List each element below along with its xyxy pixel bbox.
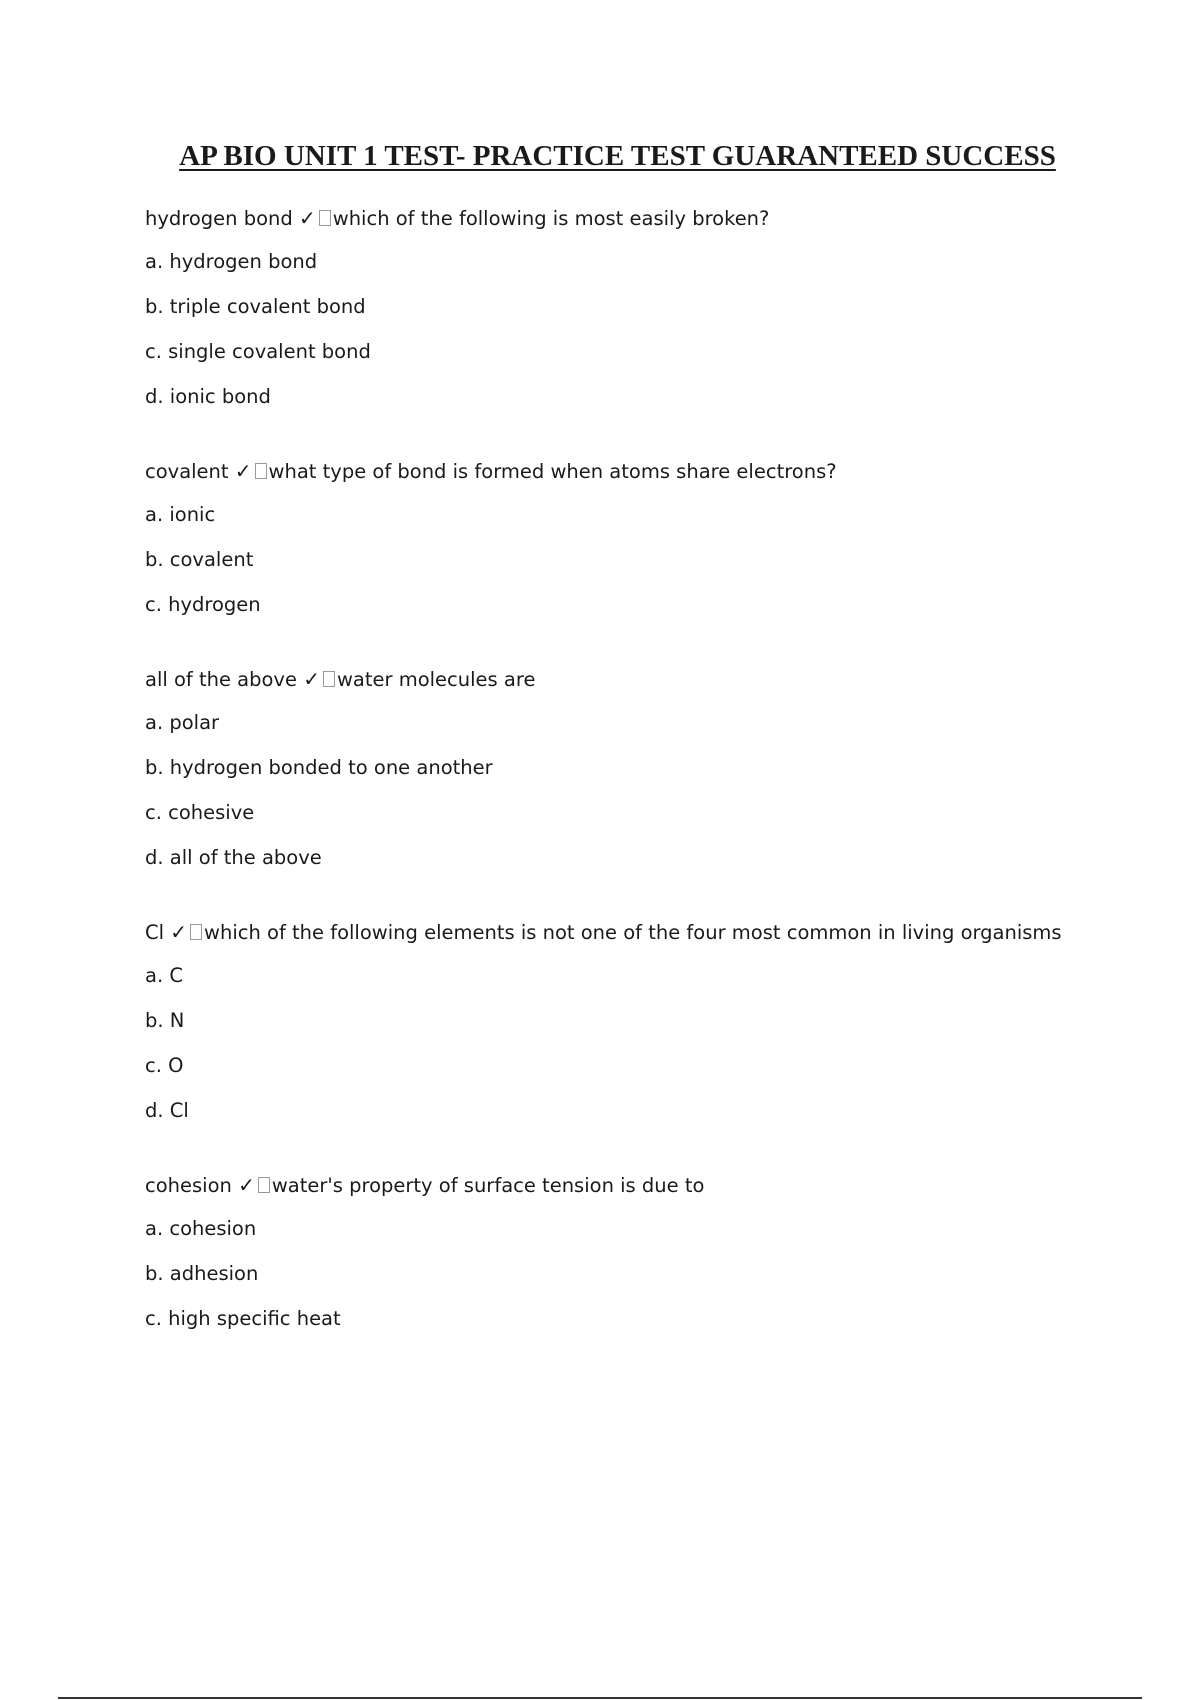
option-item: a. cohesion	[145, 1217, 257, 1240]
option-item: a. C	[145, 964, 183, 987]
checkmark-icon: ✓	[234, 459, 252, 483]
option-item: b. triple covalent bond	[145, 295, 366, 318]
checkmark-icon: ✓	[298, 206, 316, 230]
question-list	[145, 205, 1120, 1380]
page-title	[0, 140, 1200, 173]
answer-text: all of the above	[145, 668, 297, 691]
question-line	[145, 666, 1120, 692]
missing-glyph-box-icon	[323, 671, 335, 687]
question-4	[145, 919, 1120, 1124]
question-prompt: which of the following is most easily broken?	[332, 207, 770, 230]
missing-glyph-box-icon	[258, 1177, 270, 1193]
question-prompt: water's property of surface tension is due to	[271, 1174, 705, 1197]
title-text: AP BIO UNIT 1 TEST- PRACTICE TEST GUARANTEED SUCCESS	[179, 140, 1056, 172]
answer-text: cohesion	[145, 1174, 232, 1197]
option-item: c. high specific heat	[145, 1307, 341, 1330]
missing-glyph-box-icon	[190, 924, 202, 940]
question-prompt: water molecules are	[336, 668, 536, 691]
question-5	[145, 1172, 1120, 1332]
option-item: c. cohesive	[145, 801, 255, 824]
option-item: a. hydrogen bond	[145, 250, 318, 273]
checkmark-icon: ✓	[238, 1173, 255, 1197]
checkmark-icon: ✓	[170, 920, 188, 944]
question-2	[145, 458, 1120, 618]
option-item: b. covalent	[145, 548, 254, 571]
answer-text: covalent	[145, 460, 229, 483]
option-item: c. single covalent bond	[145, 340, 371, 363]
option-item: b. adhesion	[145, 1262, 259, 1285]
option-item: a. polar	[145, 711, 220, 734]
checkmark-icon: ✓	[303, 667, 320, 691]
question-line	[145, 458, 1120, 484]
question-prompt: which of the following elements is not one of the four most common in living organisms	[204, 921, 1062, 944]
option-item: d. all of the above	[145, 846, 322, 869]
option-item: d. Cl	[145, 1099, 189, 1122]
option-item: a. ionic	[145, 503, 216, 526]
answer-text: hydrogen bond	[145, 207, 293, 230]
question-line	[145, 205, 1120, 231]
question-1	[145, 205, 1120, 410]
question-line	[145, 1172, 1120, 1198]
question-line	[145, 919, 1120, 945]
option-item: b. N	[145, 1009, 185, 1032]
question-prompt: what type of bond is formed when atoms share electrons?	[268, 460, 837, 483]
question-3	[145, 666, 1120, 871]
answer-text: Cl	[145, 921, 165, 944]
option-item: c. O	[145, 1054, 184, 1077]
footer-divider	[58, 1697, 1142, 1699]
missing-glyph-box-icon	[255, 463, 267, 479]
option-item: d. ionic bond	[145, 385, 271, 408]
option-item: b. hydrogen bonded to one another	[145, 756, 493, 779]
missing-glyph-box-icon	[319, 210, 331, 226]
option-item: c. hydrogen	[145, 593, 261, 616]
